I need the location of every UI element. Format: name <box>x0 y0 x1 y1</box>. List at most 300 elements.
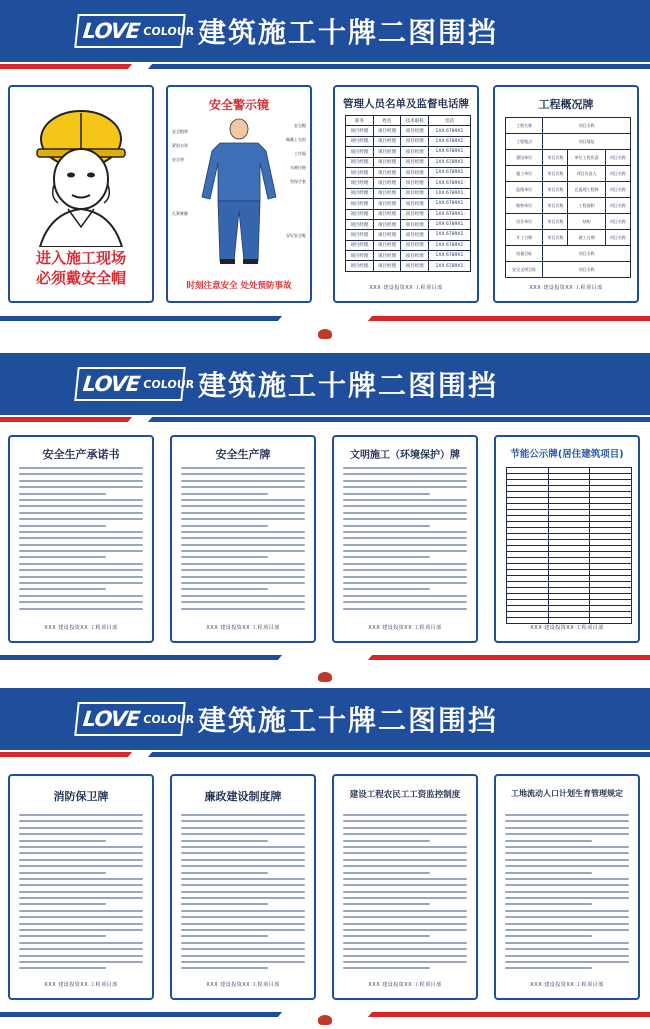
text-line <box>181 493 268 495</box>
text-line <box>505 903 592 905</box>
table-cell: 项目经理 <box>346 167 374 177</box>
mirror-label-list-right <box>270 119 306 243</box>
text-line <box>181 916 305 918</box>
decor-stripe <box>0 1012 282 1017</box>
table-cell: 1XX 6789X1 <box>428 188 470 198</box>
panel-footer: XXX 建设投资XX 工程项目部 <box>369 285 443 291</box>
table-cell <box>548 618 590 624</box>
panel-footer: XXX 建设投资XX 工程项目部 <box>44 982 118 988</box>
wage-monitoring-panel <box>332 774 478 1000</box>
body-text-lines <box>181 467 305 614</box>
header-banner <box>0 0 650 62</box>
text-line <box>505 859 629 861</box>
text-line <box>343 961 467 963</box>
panel-title: 消防保卫牌 <box>53 790 109 803</box>
text-line <box>19 897 143 899</box>
text-line <box>343 493 430 495</box>
table-cell: 项目经理 <box>401 199 429 209</box>
text-line <box>19 556 106 558</box>
table-row <box>506 150 631 166</box>
mirror-label: 扎紧裤脚 <box>172 211 188 216</box>
text-line <box>343 935 430 937</box>
text-line <box>181 840 268 842</box>
text-line <box>505 884 629 886</box>
text-line <box>19 563 143 565</box>
text-line <box>343 608 467 610</box>
text-line <box>19 544 143 546</box>
text-line <box>19 948 143 950</box>
table-cell: 项目经理 <box>401 219 429 229</box>
table-cell: 结构 <box>568 214 605 230</box>
decor-stripe <box>0 752 132 757</box>
table-cell: 项目经理 <box>373 199 401 209</box>
text-line <box>19 961 143 963</box>
panel-title: 工地流动人口计划生育管理规定 <box>511 789 623 798</box>
table-cell: 项目经理 <box>401 188 429 198</box>
text-line <box>19 486 143 488</box>
body-text-lines <box>19 814 143 974</box>
table-cell: 1XX 6789X1 <box>428 230 470 240</box>
table-cell: 1XX 6789X1 <box>428 199 470 209</box>
table-cell: 项目名称 <box>605 214 630 230</box>
table-cell: 1XX 6789X1 <box>428 251 470 261</box>
text-line <box>181 929 305 931</box>
text-line <box>181 846 305 848</box>
text-line <box>181 942 305 944</box>
table-cell: 项目经理 <box>373 136 401 146</box>
energy-table <box>506 467 632 624</box>
table-cell: 项目名称 <box>605 198 630 214</box>
text-line <box>181 948 305 950</box>
table-header-row <box>346 116 471 126</box>
table-row <box>506 198 631 214</box>
worker-helmet-illustration <box>10 97 152 247</box>
text-line <box>343 486 467 488</box>
panel-title: 安全警示镜 <box>208 98 269 112</box>
text-line <box>19 916 143 918</box>
table-cell: 项目经理 <box>401 147 429 157</box>
panel-title: 管理人员名单及监督电话牌 <box>343 98 469 110</box>
text-line <box>19 846 143 848</box>
table-cell: 项目名称 <box>543 214 568 230</box>
helmet-warning-line1: 进入施工现场 <box>35 249 126 267</box>
text-line <box>181 910 305 912</box>
text-line <box>505 955 629 957</box>
text-line <box>343 891 467 893</box>
decor-stripe <box>368 1012 650 1017</box>
mirror-label-list <box>172 125 208 221</box>
text-line <box>343 525 430 527</box>
table-cell: 项目经理 <box>346 178 374 188</box>
table-row <box>346 136 471 146</box>
text-line <box>505 929 629 931</box>
banner-title: 建筑施工十牌二图围挡 <box>198 16 499 49</box>
table-row <box>346 167 471 177</box>
text-line <box>19 891 143 893</box>
text-line <box>181 480 305 482</box>
text-line <box>343 569 467 571</box>
table-cell: 建设单位 <box>506 150 543 166</box>
table-cell: 项目名称 <box>543 182 568 198</box>
text-line <box>343 897 467 899</box>
text-line <box>181 473 305 475</box>
text-line <box>181 903 268 905</box>
table-cell: 1XX 6789X1 <box>428 126 470 136</box>
table-cell: 监理单位 <box>506 182 543 198</box>
table-cell: 质量目标 <box>506 246 543 262</box>
text-line <box>343 467 467 469</box>
text-line <box>505 916 629 918</box>
table-cell: 项目名称 <box>605 166 630 182</box>
table-cell: 项目经理 <box>401 261 429 271</box>
table-cell: 工程地点 <box>506 134 543 150</box>
table-row <box>346 240 471 250</box>
text-line <box>19 569 143 571</box>
decor-stripe <box>0 316 282 321</box>
text-line <box>19 955 143 957</box>
overview-table <box>505 117 631 278</box>
text-line <box>19 833 143 835</box>
mirror-label: 工作服 <box>294 151 306 156</box>
panel-title: 廉政建设制度牌 <box>204 790 282 803</box>
text-line <box>181 852 305 854</box>
text-line <box>343 852 467 854</box>
text-line <box>19 467 143 469</box>
text-line <box>19 923 143 925</box>
table-cell: 项目经理 <box>401 209 429 219</box>
table-cell: 项目经理 <box>401 126 429 136</box>
table-cell: 项目名称 <box>605 150 630 166</box>
mirror-label: 衣裤拉链 <box>290 165 306 170</box>
text-line <box>343 576 467 578</box>
table-cell: 项目经理 <box>373 167 401 177</box>
text-line <box>181 955 305 957</box>
table-cell: 项目经理 <box>373 251 401 261</box>
text-line <box>19 505 143 507</box>
text-line <box>505 910 629 912</box>
text-line <box>181 525 268 527</box>
text-line <box>181 833 305 835</box>
text-line <box>181 518 305 520</box>
table-cell: 1XX 6789X1 <box>428 261 470 271</box>
table-cell: 安全文明目标 <box>506 262 543 278</box>
table-row <box>507 618 632 624</box>
table-row <box>346 199 471 209</box>
text-line <box>19 827 143 829</box>
table-cell: 工程面积 <box>568 198 605 214</box>
table-cell: 项目经理 <box>373 209 401 219</box>
table-cell: 1XX 6789X1 <box>428 240 470 250</box>
decor-stripe <box>0 64 132 69</box>
text-line <box>343 499 467 501</box>
table-cell <box>507 618 549 624</box>
text-line <box>343 473 467 475</box>
text-line <box>181 872 268 874</box>
table-row <box>506 246 631 262</box>
text-line <box>19 525 106 527</box>
table-cell: 项目经理 <box>373 188 401 198</box>
mirror-label: 安全带 <box>172 157 184 162</box>
text-line <box>181 967 268 969</box>
table-row <box>506 262 631 278</box>
text-line <box>505 827 629 829</box>
table-cell: 项目经理 <box>346 157 374 167</box>
sign-board-1 <box>0 0 650 343</box>
text-line <box>343 595 467 597</box>
corner-emblem-icon <box>318 672 332 682</box>
panel-footer: XXX 建设投资XX 工程项目部 <box>206 982 280 988</box>
text-line <box>19 608 143 610</box>
table-cell: 项目名称 <box>543 262 631 278</box>
decor-stripe <box>368 316 650 321</box>
panel-footer: XXX 建设投资XX 工程项目部 <box>206 625 280 631</box>
helmet-warning-line2: 必须戴安全帽 <box>35 269 126 287</box>
table-cell: 工程名称 <box>506 118 543 134</box>
text-line <box>19 865 143 867</box>
text-line <box>19 814 143 816</box>
table-cell: 项目经理 <box>346 230 374 240</box>
table-row <box>506 118 631 134</box>
text-line <box>181 467 305 469</box>
mirror-label: 佩戴上衣扣 <box>286 137 306 142</box>
table-cell: 项目经理 <box>401 240 429 250</box>
decor-stripe <box>148 752 650 757</box>
text-line <box>181 884 305 886</box>
decor-stripe <box>148 64 650 69</box>
text-line <box>343 967 430 969</box>
text-line <box>343 820 467 822</box>
text-line <box>19 493 106 495</box>
text-line <box>19 859 143 861</box>
table-row <box>346 261 471 271</box>
body-text-lines <box>505 814 629 974</box>
column-header: 电话 <box>428 116 470 126</box>
text-line <box>343 601 467 603</box>
text-line <box>19 576 143 578</box>
family-planning-panel <box>494 774 640 1000</box>
table-cell: 项目经理 <box>373 126 401 136</box>
panel-footer: XXX 建设投资XX 工程项目部 <box>368 982 442 988</box>
text-line <box>19 537 143 539</box>
text-line <box>343 550 467 552</box>
mirror-motto: 时刻注意安全 处处预防事故 <box>186 281 292 291</box>
header-banner <box>0 688 650 750</box>
text-line <box>505 820 629 822</box>
text-line <box>343 859 467 861</box>
text-line <box>181 814 305 816</box>
text-line <box>181 878 305 880</box>
table-cell: 项目经理 <box>346 261 374 271</box>
text-line <box>343 563 467 565</box>
table-row <box>346 178 471 188</box>
safety-mirror-panel <box>166 85 312 303</box>
text-line <box>343 865 467 867</box>
text-line <box>181 531 305 533</box>
text-line <box>181 827 305 829</box>
sign-board-2 <box>0 343 650 686</box>
text-line <box>19 512 143 514</box>
text-line <box>343 531 467 533</box>
text-line <box>505 872 592 874</box>
text-line <box>343 955 467 957</box>
table-row <box>346 147 471 157</box>
panel-title: 节能公示牌(居住建筑项目) <box>510 449 624 460</box>
table-cell: 1XX 6789X1 <box>428 167 470 177</box>
text-line <box>181 588 268 590</box>
decor-stripe <box>0 417 132 422</box>
text-line <box>19 550 143 552</box>
text-line <box>343 582 467 584</box>
text-line <box>505 923 629 925</box>
table-row <box>506 166 631 182</box>
decor-stripe <box>148 417 650 422</box>
text-line <box>181 859 305 861</box>
text-line <box>19 903 106 905</box>
mirror-label: 穿好安全鞋 <box>286 233 306 238</box>
table-cell: 1XX 6789X1 <box>428 147 470 157</box>
panel-title: 文明施工（环境保护）牌 <box>350 450 460 461</box>
text-line <box>343 512 467 514</box>
table-row <box>346 188 471 198</box>
text-line <box>505 948 629 950</box>
table-row <box>346 126 471 136</box>
panel-footer: XXX 建设投资XX 工程项目部 <box>530 982 604 988</box>
table-cell: 项目名称 <box>605 182 630 198</box>
table-cell: 项目经理 <box>401 136 429 146</box>
text-line <box>343 878 467 880</box>
text-line <box>181 923 305 925</box>
text-line <box>505 942 629 944</box>
text-line <box>343 929 467 931</box>
safety-commitment-panel <box>8 435 154 643</box>
table-cell: 项目经理 <box>373 261 401 271</box>
panel-footer: XXX 建设投资XX 工程项目部 <box>530 625 604 631</box>
corner-emblem-icon <box>318 1015 332 1025</box>
text-line <box>343 518 467 520</box>
body-text-lines <box>19 467 143 614</box>
panel-title: 工程概况牌 <box>538 98 594 111</box>
table-cell: 项目经理 <box>373 147 401 157</box>
mirror-label: 安全帽带 <box>172 129 188 134</box>
text-line <box>19 884 143 886</box>
safety-production-panel <box>170 435 316 643</box>
text-line <box>343 884 467 886</box>
text-line <box>181 891 305 893</box>
table-cell: 项目经理 <box>346 136 374 146</box>
text-line <box>19 595 143 597</box>
text-line <box>19 601 143 603</box>
text-line <box>181 505 305 507</box>
text-line <box>505 865 629 867</box>
column-header: 姓名 <box>373 116 401 126</box>
text-line <box>343 923 467 925</box>
table-cell <box>590 618 632 624</box>
text-line <box>19 872 106 874</box>
text-line <box>343 916 467 918</box>
table-cell: 项目地址 <box>543 134 631 150</box>
table-row <box>506 230 631 246</box>
panel-title: 建设工程农民工工资监控制度 <box>349 790 461 800</box>
table-cell: 项目经理 <box>401 251 429 261</box>
text-line <box>343 505 467 507</box>
column-header: 职务 <box>346 116 374 126</box>
civilized-construction-panel <box>332 435 478 643</box>
decor-stripe <box>0 655 282 660</box>
table-cell: 项目经理 <box>346 240 374 250</box>
text-line <box>181 576 305 578</box>
table-cell: 项目经理 <box>346 126 374 136</box>
text-line <box>19 935 106 937</box>
table-cell: 勘察单位 <box>506 198 543 214</box>
panel-footer: XXX 建设投资XX 工程项目部 <box>368 625 442 631</box>
banner-title: 建筑施工十牌二图围挡 <box>198 704 499 737</box>
text-line <box>181 961 305 963</box>
text-line <box>505 897 629 899</box>
text-line <box>343 544 467 546</box>
text-line <box>19 878 143 880</box>
table-cell: 项目经理 <box>401 157 429 167</box>
table-cell: 项目经理 <box>346 219 374 229</box>
table-cell: 1XX 6789X1 <box>428 219 470 229</box>
table-row <box>346 157 471 167</box>
text-line <box>505 833 629 835</box>
table-cell: 项目名称 <box>605 230 630 246</box>
text-line <box>181 820 305 822</box>
mirror-label: 劳保手套 <box>290 179 306 184</box>
table-cell: 项目经理 <box>346 147 374 157</box>
text-line <box>181 550 305 552</box>
text-line <box>181 499 305 501</box>
text-line <box>181 537 305 539</box>
fire-security-panel <box>8 774 154 1000</box>
table-row <box>346 219 471 229</box>
table-row <box>346 230 471 240</box>
text-line <box>343 814 467 816</box>
text-line <box>181 582 305 584</box>
table-cell: 竣工日期 <box>568 230 605 246</box>
text-line <box>19 967 106 969</box>
table-cell: 施工单位 <box>506 166 543 182</box>
table-cell: 项目名称 <box>543 198 568 214</box>
table-cell: 项目名称 <box>543 230 568 246</box>
text-line <box>343 910 467 912</box>
text-line <box>505 891 629 893</box>
table-cell: 设计单位 <box>506 214 543 230</box>
table-cell: 项目经理 <box>373 219 401 229</box>
panel-title: 安全生产牌 <box>215 448 271 461</box>
text-line <box>343 942 467 944</box>
table-cell: 开工日期 <box>506 230 543 246</box>
decor-stripe <box>368 655 650 660</box>
text-line <box>181 556 268 558</box>
brand-logo: LOVE COLOUR <box>74 702 186 736</box>
text-line <box>505 878 629 880</box>
text-line <box>343 480 467 482</box>
table-cell: 项目经理 <box>401 178 429 188</box>
corner-emblem-icon <box>318 329 332 339</box>
text-line <box>19 582 143 584</box>
text-line <box>343 903 430 905</box>
text-line <box>343 827 467 829</box>
text-line <box>19 480 143 482</box>
table-cell: 1XX 6789X1 <box>428 178 470 188</box>
text-line <box>19 910 143 912</box>
table-cell: 总监理工程师 <box>568 182 605 198</box>
table-cell: 项目负责人 <box>568 166 605 182</box>
text-line <box>19 473 143 475</box>
text-line <box>181 486 305 488</box>
text-line <box>181 512 305 514</box>
